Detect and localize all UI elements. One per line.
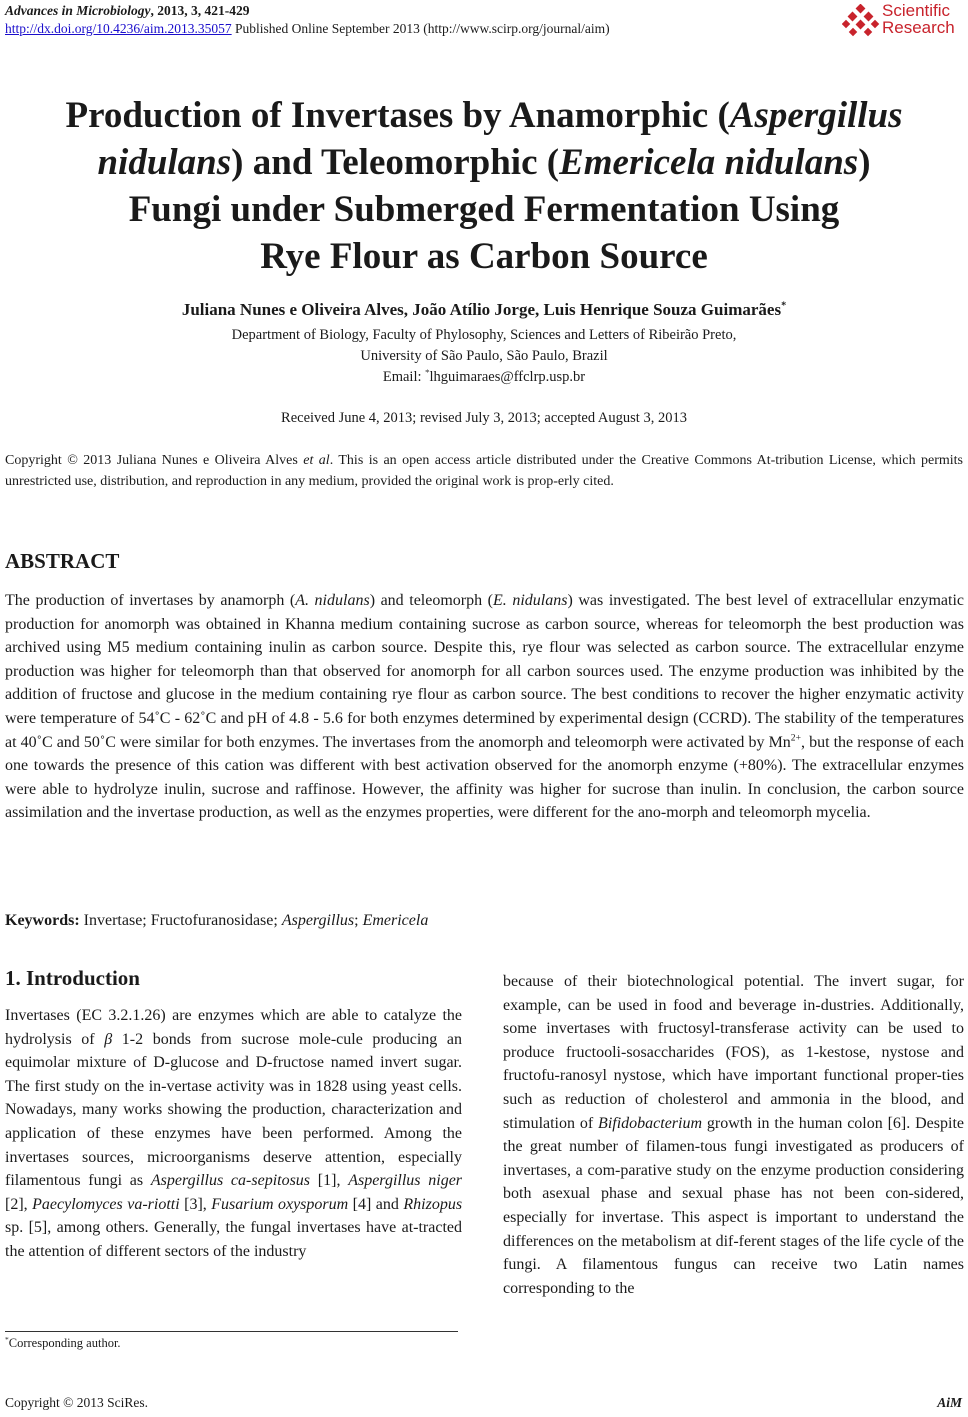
footer-journal-abbrev: AiM <box>937 1395 962 1410</box>
body-italic: Aspergillus niger <box>348 1172 463 1190</box>
body-text: [4] and <box>348 1195 404 1213</box>
doi-link[interactable]: http://dx.doi.org/10.4236/aim.2013.35057 <box>5 21 232 36</box>
journal-header <box>5 3 250 19</box>
abstract-italic: A. nidulans <box>295 592 370 609</box>
body-text: sp. [5], among others. Generally, the fungal invertases have at-tracted the attention of different sectors of the industry <box>5 1219 462 1260</box>
title-italic: Aspergillus <box>729 95 903 136</box>
abstract-text: ) and teleomorph ( <box>369 592 494 609</box>
body-italic: Paecylomyces va-riotti <box>32 1195 180 1213</box>
intro-left-column <box>5 1004 462 1264</box>
title-italic: Emericela nidulans <box>559 142 859 183</box>
corresponding-mark: * <box>781 300 787 312</box>
body-text: because of their biotechnological potential. The invert sugar, for example, can be used in food and beverage in-dustries. Additionally, some invertases with fructosyl-transferase activity can be used to produce fructooli-sosaccharides (FOS), as 1-kestose, nystose and fructofu-ranosyl nystose, which have important functional proper-ties such as reduction of cholesterol and ammonia in the blood, and stimulation of <box>503 973 964 1132</box>
intro-right-column <box>503 970 964 1300</box>
body-text: 1-2 bonds from sucrose mole-cule producing an equimolar mixture of D-glucose and D-fructose named invert sugar. The first study on the in-vertase activity was in 1828 using yeast cells. Nowadays, many works showing the production, characterization and application of these enzymes have been performed. Among the invertases sources, microorganisms deserve attention, especially filamentous fungi as <box>5 1030 463 1190</box>
copyright-text: Copyright © 2013 Juliana Nunes e Oliveira Alves <box>5 453 304 468</box>
body-text: growth in the human colon [6]. Despite the great number of filamen-tous fungi investigated as producers of invertases, a com-parative study on the enzyme production considering both asexual phase and sexual phase has not been con-sidered, especially for invertase. This aspect is important to understand the differences on the metabolism at dif-ferent stages of the life cycle of the fungi. A filamentous fungus can receive two Latin names corresponding to the <box>503 1114 964 1297</box>
journal-name: Advances in Microbiology <box>5 3 151 18</box>
footnote-text: Corresponding author. <box>8 1336 121 1350</box>
affiliation-2: University of São Paulo, São Paulo, Brazil <box>360 348 608 364</box>
keywords-label: Keywords: <box>5 912 80 929</box>
body-italic: Fusarium oxysporum <box>211 1195 349 1213</box>
received-dates: Received June 4, 2013; revised July 3, 2013; accepted August 3, 2013 <box>281 410 687 426</box>
logo-mark-icon <box>842 4 880 42</box>
abstract-text: The production of invertases by anamorph ( <box>5 592 296 609</box>
body-text: Invertases (EC 3.2.1.26) are enzymes which are able to catalyze the hydrolysis of <box>5 1007 462 1048</box>
intro-heading: 1. Introduction <box>5 966 140 990</box>
keywords-text: Invertase; Fructofuranosidase; <box>79 912 282 929</box>
abstract-text: , but the response of each one towards the presence of this cation was different with best activation observed for the anomorph enzyme (+80%). The extracellular enzymes were able to hydrolyze inulin, sucrose and raffinose. However, the affinity was higher for sucrose than inulin. In conclusion, the carbon source assimilation and the invertase production, as well as the enzymes properties, were different for the ano-morph and teleomorph mycelia. <box>5 733 965 822</box>
title-line-2 <box>20 139 948 186</box>
body-italic: Aspergillus ca-sepitosus <box>150 1172 311 1190</box>
author-names: Juliana Nunes e Oliveira Alves, João Atílio Jorge, Luis Henrique Souza Guimarães <box>181 300 782 319</box>
title-text: ) and Teleomorphic ( <box>231 142 560 183</box>
footer-copyright: Copyright © 2013 SciRes. <box>5 1395 149 1410</box>
keywords <box>5 912 428 930</box>
body-italic: β <box>104 1030 113 1048</box>
footnote-mark: * <box>5 1334 9 1344</box>
body-italic: Rhizopus <box>403 1195 463 1213</box>
title-line-3: Fungi under Submerged Fermentation Using <box>128 189 840 230</box>
copyright-italic: et al <box>303 453 330 468</box>
abstract-heading: ABSTRACT <box>5 549 120 573</box>
abstract-superscript: 2+ <box>790 732 802 744</box>
body-text: [1], <box>310 1172 349 1190</box>
published-info: Published Online September 2013 (http://www.scirp.org/journal/aim) <box>231 21 610 36</box>
logo-text-2: Research <box>882 18 955 37</box>
author-list <box>0 300 968 320</box>
title-text: ) <box>858 142 871 183</box>
abstract-italic: E. nidulans <box>493 592 568 609</box>
copyright-notice <box>5 451 963 492</box>
doi-line <box>5 21 610 37</box>
abstract-body <box>5 589 964 825</box>
email-label: Email: <box>382 369 426 385</box>
keywords-text: ; <box>354 912 363 929</box>
title-italic: nidulans <box>97 142 232 183</box>
paper-title <box>20 92 948 280</box>
keywords-italic: Emericela <box>362 912 429 929</box>
logo-text-1: Scientific <box>882 1 951 20</box>
abstract-text: ) was investigated. The best level of extracellular enzymatic production for anomorph was obtained in Khanna medium containing sucrose as carbon source, whereas for teleomorph the best production was archived using M5 medium containing inulin as carbon source. Despite this, rye flour was selected as carbon source. The extracellular enzyme production was higher for teleomorph than that observed for anomorph for all carbon sources used. The enzyme production was inhibited by the addition of fructose and glucose in the medium containing rye flour as carbon source. The best conditions to recover the higher enzymatic activity were temperature of 54˚C - 62˚C and pH of 4.8 - 5.6 for both enzymes determined by experimental design (CCRD). The stability of the temperatures at 40˚C and 50˚C were similar for both enzymes. The invertases from the anomorph and teleomorph were activated by Mn <box>5 592 965 751</box>
affiliation-1: Department of Biology, Faculty of Phylosophy, Sciences and Letters of Ribeirão Preto, <box>231 327 737 343</box>
body-text: [3], <box>179 1195 212 1213</box>
body-text: [2], <box>5 1195 33 1213</box>
footnote <box>5 1336 121 1351</box>
title-line-1 <box>20 92 948 139</box>
copyright-text: . This is an open access article distributed under the Creative Commons At-tribution License, which permits unrestricted use, distribution, and reproduction in any medium, provided the original work is prop-erly cited. <box>5 453 963 489</box>
publisher-logo <box>842 2 962 42</box>
email-mark: * <box>425 367 430 378</box>
email-address: lhguimaraes@ffclrp.usp.br <box>429 369 586 385</box>
footnote-rule <box>5 1331 458 1332</box>
journal-volume: , 2013, 3, 421-429 <box>150 3 250 18</box>
title-line-4: Rye Flour as Carbon Source <box>260 236 708 277</box>
email-line <box>0 369 968 386</box>
keywords-italic: Aspergillus <box>281 912 355 929</box>
body-italic: Bifidobacterium <box>598 1114 703 1132</box>
title-text: Production of Invertases by Anamorphic ( <box>65 95 730 136</box>
